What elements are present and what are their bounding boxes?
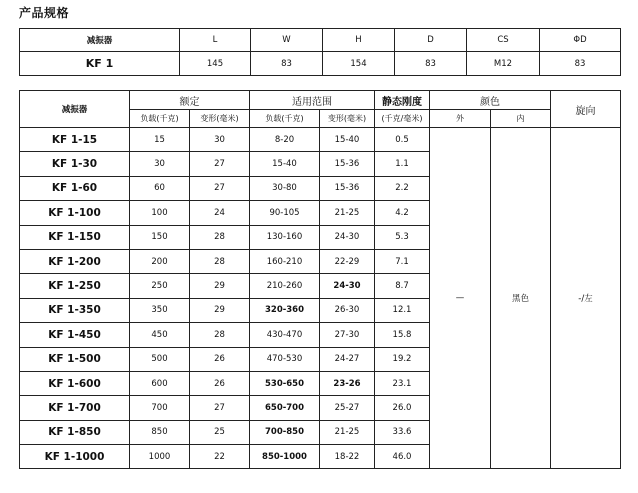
sub-header-range-load: 负载(千克) [250, 110, 320, 128]
row-stiffness: 0.5 [375, 128, 430, 152]
row-deform: 27 [190, 152, 250, 176]
header-rated: 额定 [130, 91, 250, 110]
row-deform: 25 [190, 420, 250, 444]
row-range-load: 90-105 [250, 201, 320, 225]
row-deform: 28 [190, 323, 250, 347]
row-load: 450 [130, 323, 190, 347]
row-load: 200 [130, 249, 190, 273]
row-model: KF 1-100 [20, 201, 130, 225]
spec-header-w: W [251, 29, 323, 52]
spec-d: 83 [395, 52, 467, 76]
row-load: 100 [130, 201, 190, 225]
spec-cs: M12 [467, 52, 540, 76]
row-deform: 27 [190, 396, 250, 420]
spec-header-l: L [180, 29, 251, 52]
row-range-load: 530-650 [250, 371, 320, 395]
row-range-load: 700-850 [250, 420, 320, 444]
row-range-load: 470-530 [250, 347, 320, 371]
row-load: 1000 [130, 445, 190, 469]
row-stiffness: 5.3 [375, 225, 430, 249]
table-row [20, 128, 621, 152]
header-stiffness: 静态刚度 [375, 91, 430, 110]
spec-phid: 83 [540, 52, 621, 76]
row-deform: 26 [190, 371, 250, 395]
row-load: 60 [130, 176, 190, 200]
sub-header-outer: 外 [430, 110, 491, 128]
row-range-deform: 15-36 [320, 176, 375, 200]
header-color: 颜色 [430, 91, 551, 110]
sub-header-inner: 内 [491, 110, 551, 128]
row-deform: 29 [190, 274, 250, 298]
row-range-deform: 23-26 [320, 371, 375, 395]
row-deform: 28 [190, 225, 250, 249]
row-stiffness: 8.7 [375, 274, 430, 298]
load-table [19, 90, 621, 469]
row-range-deform: 21-25 [320, 201, 375, 225]
row-deform: 26 [190, 347, 250, 371]
sub-header-deform: 变形(毫米) [190, 110, 250, 128]
row-model: KF 1-600 [20, 371, 130, 395]
row-stiffness: 19.2 [375, 347, 430, 371]
row-model: KF 1-700 [20, 396, 130, 420]
row-range-deform: 25-27 [320, 396, 375, 420]
row-stiffness: 26.0 [375, 396, 430, 420]
spec-header-row [20, 29, 621, 52]
spec-w: 83 [251, 52, 323, 76]
row-range-load: 320-360 [250, 298, 320, 322]
row-model: KF 1-850 [20, 420, 130, 444]
spec-l: 145 [180, 52, 251, 76]
row-range-load: 160-210 [250, 249, 320, 273]
rotation-cell: -/左 [551, 128, 621, 469]
row-load: 850 [130, 420, 190, 444]
row-range-deform: 27-30 [320, 323, 375, 347]
row-range-deform: 24-30 [320, 274, 375, 298]
row-load: 30 [130, 152, 190, 176]
row-range-load: 30-80 [250, 176, 320, 200]
row-deform: 22 [190, 445, 250, 469]
inner-color-cell: 黑色 [491, 128, 551, 469]
row-range-load: 210-260 [250, 274, 320, 298]
row-stiffness: 23.1 [375, 371, 430, 395]
row-deform: 24 [190, 201, 250, 225]
row-stiffness: 12.1 [375, 298, 430, 322]
row-range-deform: 18-22 [320, 445, 375, 469]
row-stiffness: 2.2 [375, 176, 430, 200]
row-range-load: 650-700 [250, 396, 320, 420]
row-model: KF 1-450 [20, 323, 130, 347]
row-stiffness: 1.1 [375, 152, 430, 176]
row-stiffness: 33.6 [375, 420, 430, 444]
row-deform: 28 [190, 249, 250, 273]
row-model: KF 1-200 [20, 249, 130, 273]
spec-h: 154 [323, 52, 395, 76]
row-range-deform: 15-36 [320, 152, 375, 176]
row-load: 350 [130, 298, 190, 322]
row-load: 500 [130, 347, 190, 371]
row-range-load: 430-470 [250, 323, 320, 347]
sub-header-load: 负载(千克) [130, 110, 190, 128]
spec-header-model: 减振器 [20, 29, 180, 52]
spec-header-h: H [323, 29, 395, 52]
spec-model: KF 1 [20, 52, 180, 76]
header-rotation: 旋向 [551, 91, 621, 128]
header-model: 减振器 [20, 91, 130, 128]
spec-header-cs: CS [467, 29, 540, 52]
row-load: 600 [130, 371, 190, 395]
row-load: 700 [130, 396, 190, 420]
row-model: KF 1-30 [20, 152, 130, 176]
load-header-row-1 [20, 91, 621, 110]
row-model: KF 1-15 [20, 128, 130, 152]
row-load: 15 [130, 128, 190, 152]
row-stiffness: 15.8 [375, 323, 430, 347]
row-range-deform: 21-25 [320, 420, 375, 444]
sub-header-range-deform: 变形(毫米) [320, 110, 375, 128]
spec-header-d: D [395, 29, 467, 52]
row-stiffness: 46.0 [375, 445, 430, 469]
page-title: 产品规格 [19, 6, 70, 20]
row-model: KF 1-150 [20, 225, 130, 249]
row-range-deform: 26-30 [320, 298, 375, 322]
row-deform: 30 [190, 128, 250, 152]
row-range-deform: 22-29 [320, 249, 375, 273]
row-model: KF 1-1000 [20, 445, 130, 469]
spec-header-phid: ΦD [540, 29, 621, 52]
load-table-body [20, 128, 621, 469]
sub-header-stiffness: (千克/毫米) [375, 110, 430, 128]
row-range-load: 130-160 [250, 225, 320, 249]
row-load: 250 [130, 274, 190, 298]
row-model: KF 1-250 [20, 274, 130, 298]
row-range-deform: 24-27 [320, 347, 375, 371]
header-range: 适用范围 [250, 91, 375, 110]
row-deform: 29 [190, 298, 250, 322]
row-range-load: 850-1000 [250, 445, 320, 469]
row-range-load: 8-20 [250, 128, 320, 152]
row-model: KF 1-60 [20, 176, 130, 200]
row-model: KF 1-350 [20, 298, 130, 322]
row-stiffness: 4.2 [375, 201, 430, 225]
row-load: 150 [130, 225, 190, 249]
row-deform: 27 [190, 176, 250, 200]
row-range-load: 15-40 [250, 152, 320, 176]
row-range-deform: 15-40 [320, 128, 375, 152]
row-stiffness: 7.1 [375, 249, 430, 273]
row-model: KF 1-500 [20, 347, 130, 371]
spec-value-row [20, 52, 621, 76]
spec-table [19, 28, 621, 76]
outer-color-cell: — [430, 128, 491, 469]
row-range-deform: 24-30 [320, 225, 375, 249]
